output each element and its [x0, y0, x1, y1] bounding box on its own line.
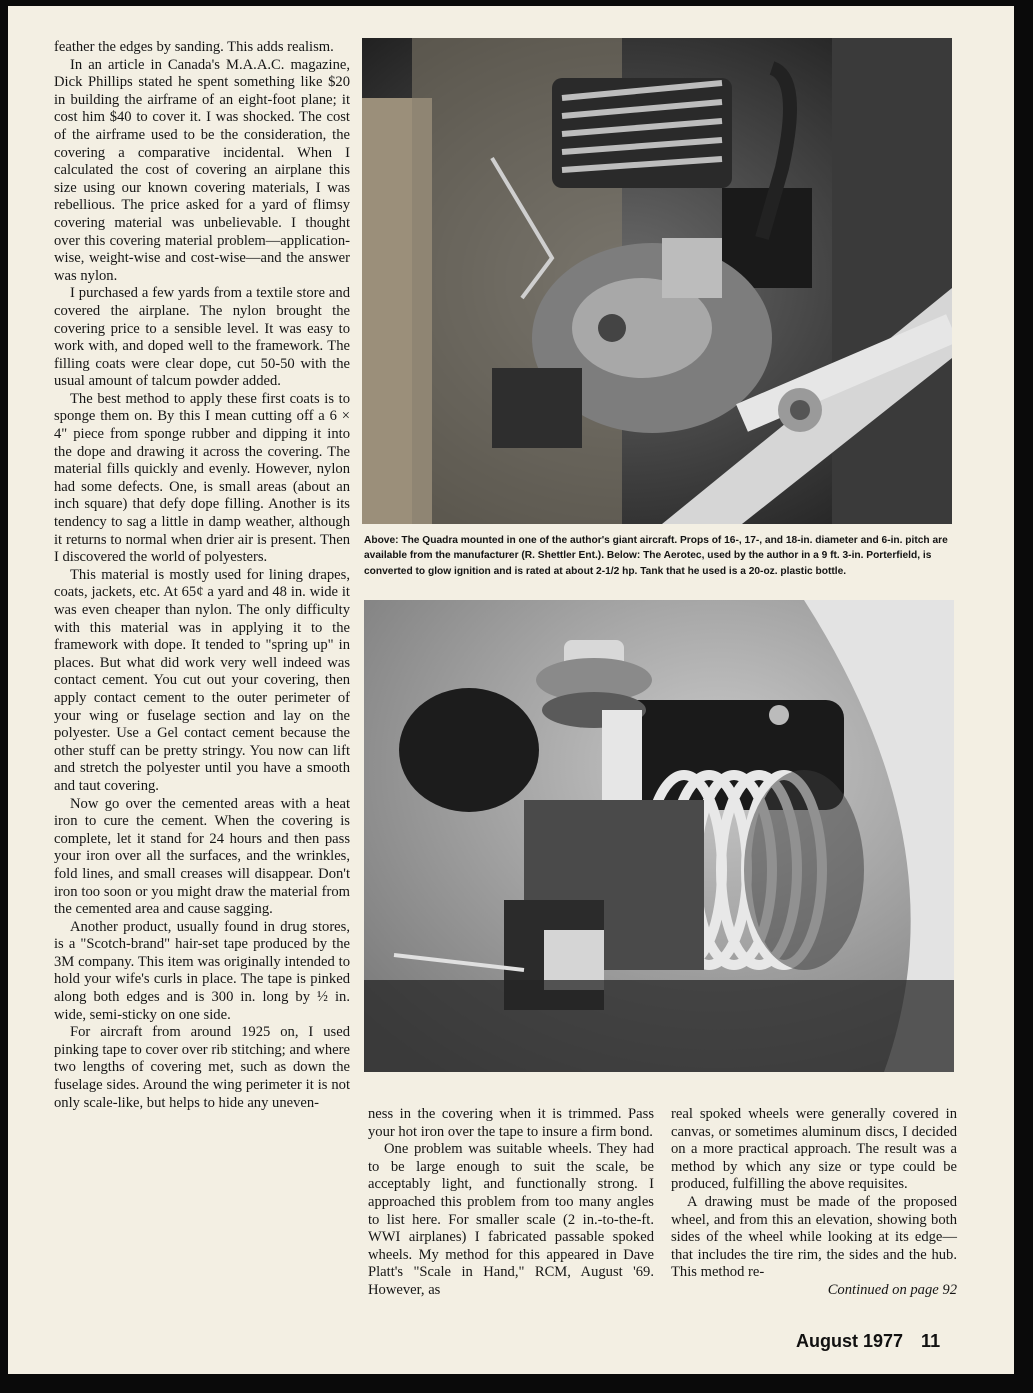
middle-column — [368, 1106, 654, 1300]
paragraph: A drawing must be made of the proposed wheel, and from this an elevation, showing both sides of the wheel while looking at its edge—that includes the tire rim, the sides and the hub. This method re- — [671, 1193, 957, 1281]
page-footer — [796, 1331, 940, 1352]
paragraph: One problem was suitable wheels. They had to be large enough to suit the scale, be acceptably light, and functionally strong. I approached this problem from too many angles to list here. For smaller scale (2 in.-to-the-ft. WWI airplanes) I fabricated passable spoked wheels. My method for this appeared in Dave Platt's "Scale in Hand," RCM, August '69. However, as — [368, 1141, 654, 1298]
paragraph: Now go over the cemented areas with a heat iron to cure the cement. When the covering is complete, let it stand for 24 hours and then pass your iron over all the surfaces, and the wrinkles, fold lines, and small creases will disappear. Don't iron too soon or you might draw the material from the cemented area and cause sagging. — [54, 795, 350, 918]
paragraph: Another product, usually found in drug stores, is a "Scotch-brand" hair-set tape produced by the 3M company. This item was originally intended to hold your wife's curls in place. The tape is pinked along both edges and is 300 in. long by ½ in. wide, semi-sticky on one side. — [54, 918, 350, 1023]
continued-note: Continued on page 92 — [827, 1281, 957, 1298]
paragraph: In an article in Canada's M.A.A.C. magazine, Dick Phillips stated he spent something like $20 in building the airframe of an eight-foot plane; it cost him $40 to cover it. I was shocked. The cost of the airframe used to be the consideration, the covering a comparative incidental. When I calculated the cost of covering an airplane this size using our known covering materials, I was rebellious. The price asked for a yard of flimsy covering material was unbelievable. I thought over this covering material problem—application-wise, weight-wise and cost-wise—and the answer was nylon. — [54, 56, 350, 284]
left-column — [54, 39, 350, 1112]
photo-aerotec-engine — [364, 600, 954, 1072]
paragraph: ness in the covering when it is trimmed. Pass your hot iron over the tape to insure a firm bond. — [368, 1106, 654, 1140]
right-column — [671, 1106, 957, 1300]
photo-caption: Above: The Quadra mounted in one of the author's giant aircraft. Props of 16-, 17-, and 18-in. diameter and 6-in. pitch are available from the manufacturer (R. Shettler Ent.). Below: The Aerotec, used by the author in a 9 ft. 3-in. Porterfield, is converted to glow ignition and is rated at about 2-1/2 hp. Tank that he used is a 20-oz. plastic bottle. — [364, 535, 948, 577]
page-number: 11 — [921, 1331, 941, 1351]
issue-date: August 1977 — [796, 1331, 904, 1351]
paragraph: This material is mostly used for lining drapes, coats, jackets, etc. At 65¢ a yard and 48 in. wide it was even cheaper than nylon. The only difficulty with this material was in applying it to the framework with dope. It tended to "spring up" in places. But what did work very well indeed was contact cement. You cut out your covering, then apply contact cement to the outer perimeter of your wing or fuselage section and lay on the polyester. Use a Gel contact cement because the other stuff can be pretty stringy. You now can lift and stretch the polyester until you have a smooth and taut covering. — [54, 566, 350, 794]
paragraph: I purchased a few yards from a textile store and covered the airplane. The nylon brought the covering price to a sensible level. It was easy to work with, and doped well to the framework. The filling coats were clear dope, cut 50-50 with the usual amount of talcum powder added. — [54, 285, 350, 390]
paragraph: feather the edges by sanding. This adds realism. — [54, 39, 334, 55]
paragraph: real spoked wheels were generally covered in canvas, or sometimes aluminum discs, I decided on a more practical approach. The result was a method by which any size or type could be produced, fulfilling the above requisites. — [671, 1106, 957, 1193]
photo-quadra-engine — [362, 38, 952, 524]
magazine-page — [8, 6, 1014, 1374]
paragraph: The best method to apply these first coats is to sponge them on. By this I mean cutting off a 6 × 4" piece from sponge rubber and dipping it into the dope and drawing it across the covering. The material fills quickly and evenly. However, nylon had some defects. One, is small areas (about an inch square) that defy dope filling. Another is its tendency to sag a little in damp weather, although it returns to normal when drier air is present. Then I discovered the world of polyesters. — [54, 390, 350, 566]
paragraph: For aircraft from around 1925 on, I used pinking tape to cover over rib stitching; and where two lengths of covering met, such as down the fuselage sides. Around the wing perimeter it is not only scale-like, but helps to hide any uneven- — [54, 1024, 350, 1111]
